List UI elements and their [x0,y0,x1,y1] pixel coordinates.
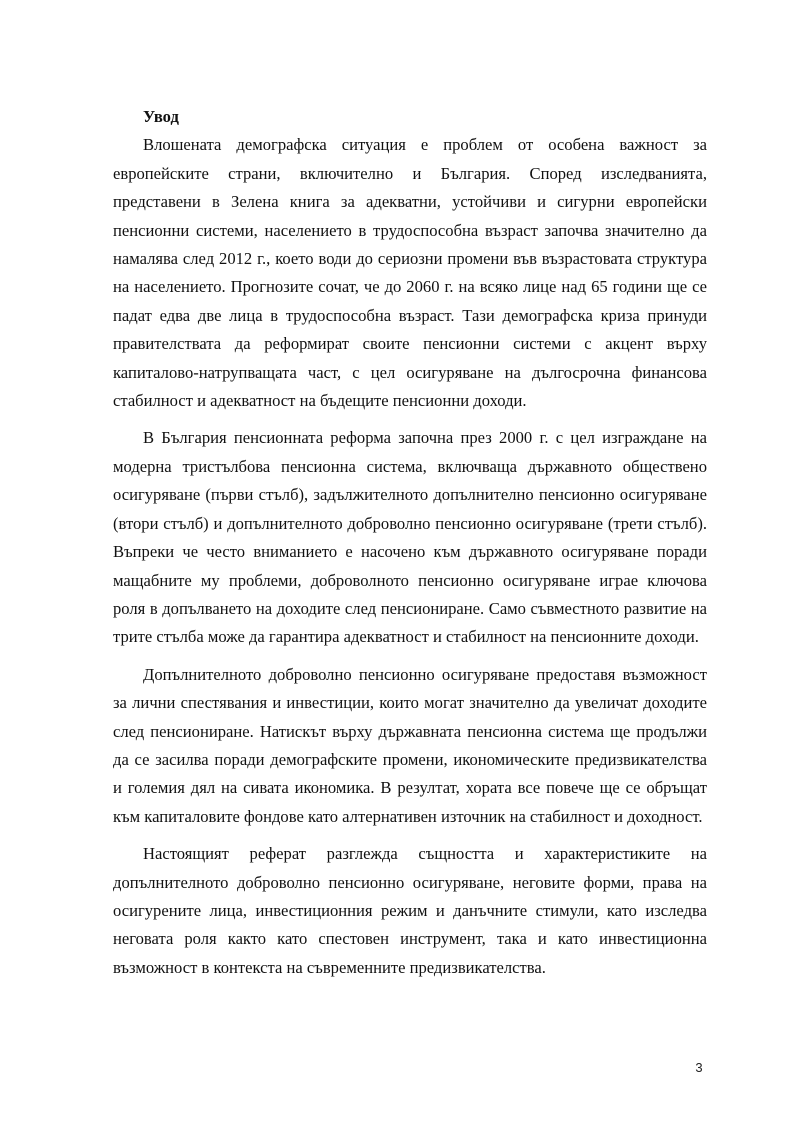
paragraph-3: Допълнителното доброволно пенсионно осигуряване предоставя възможност за лични спестявания и инвестиции, които могат значително да увеличат доходите след пенсиониране. Натискът върху държавната пенсионна система ще продължи да се засилва поради демографските промени, икономическите предизвикателства и големия дял на сивата икономика. В резултат, хората все повече ще се обръщат към капиталовите фондове като алтернативен източник на стабилност и доходност. [113,664,707,826]
page-content [113,103,707,991]
paragraph-4: Настоящият реферат разглежда същността и характеристиките на допълнителното доброволно пенсионно осигуряване, неговите форми, права на осигурените лица, инвестиционния режим и данъчните стимули, като изследва неговата роля както като спестовен инструмент, така и като инвестиционна възможност в контекста на съвременните предизвикателства. [113,844,707,977]
paragraph-2: В България пенсионната реформа започна през 2000 г. с цел изграждане на модерна тристълбова пенсионна система, включваща държавното обществено осигуряване (първи стълб), задължителното допълнително пенсионно осигуряване (втори стълб) и допълнителното доброволно пенсионно осигуряване (трети стълб). Въпреки че често вниманието е насочено към държавното осигуряване поради мащабните му проблеми, доброволното пенсионно осигуряване играе ключова роля в допълването на доходите след пенсиониране. Само съвместното развитие на трите стълба може да гарантира адекватност и стабилност на пенсионните доходи. [113,428,707,647]
page-number: 3 [695,1060,703,1075]
paragraph-1: Влошената демографска ситуация е проблем от особена важност за европейските страни, включително и България. Според изследванията, представени в Зелена книга за адекватни, устойчиви и сигурни европейски пенсионни системи, населението в трудоспособна възраст започва значително да намалява след 2012 г., което води до сериозни промени във възрастовата структура на населението. Прогнозите сочат, че до 2060 г. на всяко лице над 65 години ще се падат едва две лица в трудоспособна възраст. Тази демографска криза принуди правителствата да реформират своите пенсионни системи с акцент върху капиталово-натрупващата част, с цел осигуряване на дългосрочна финансова стабилност и адекватност на бъдещите пенсионни доходи. [113,135,707,411]
section-heading: Увод [143,107,179,126]
